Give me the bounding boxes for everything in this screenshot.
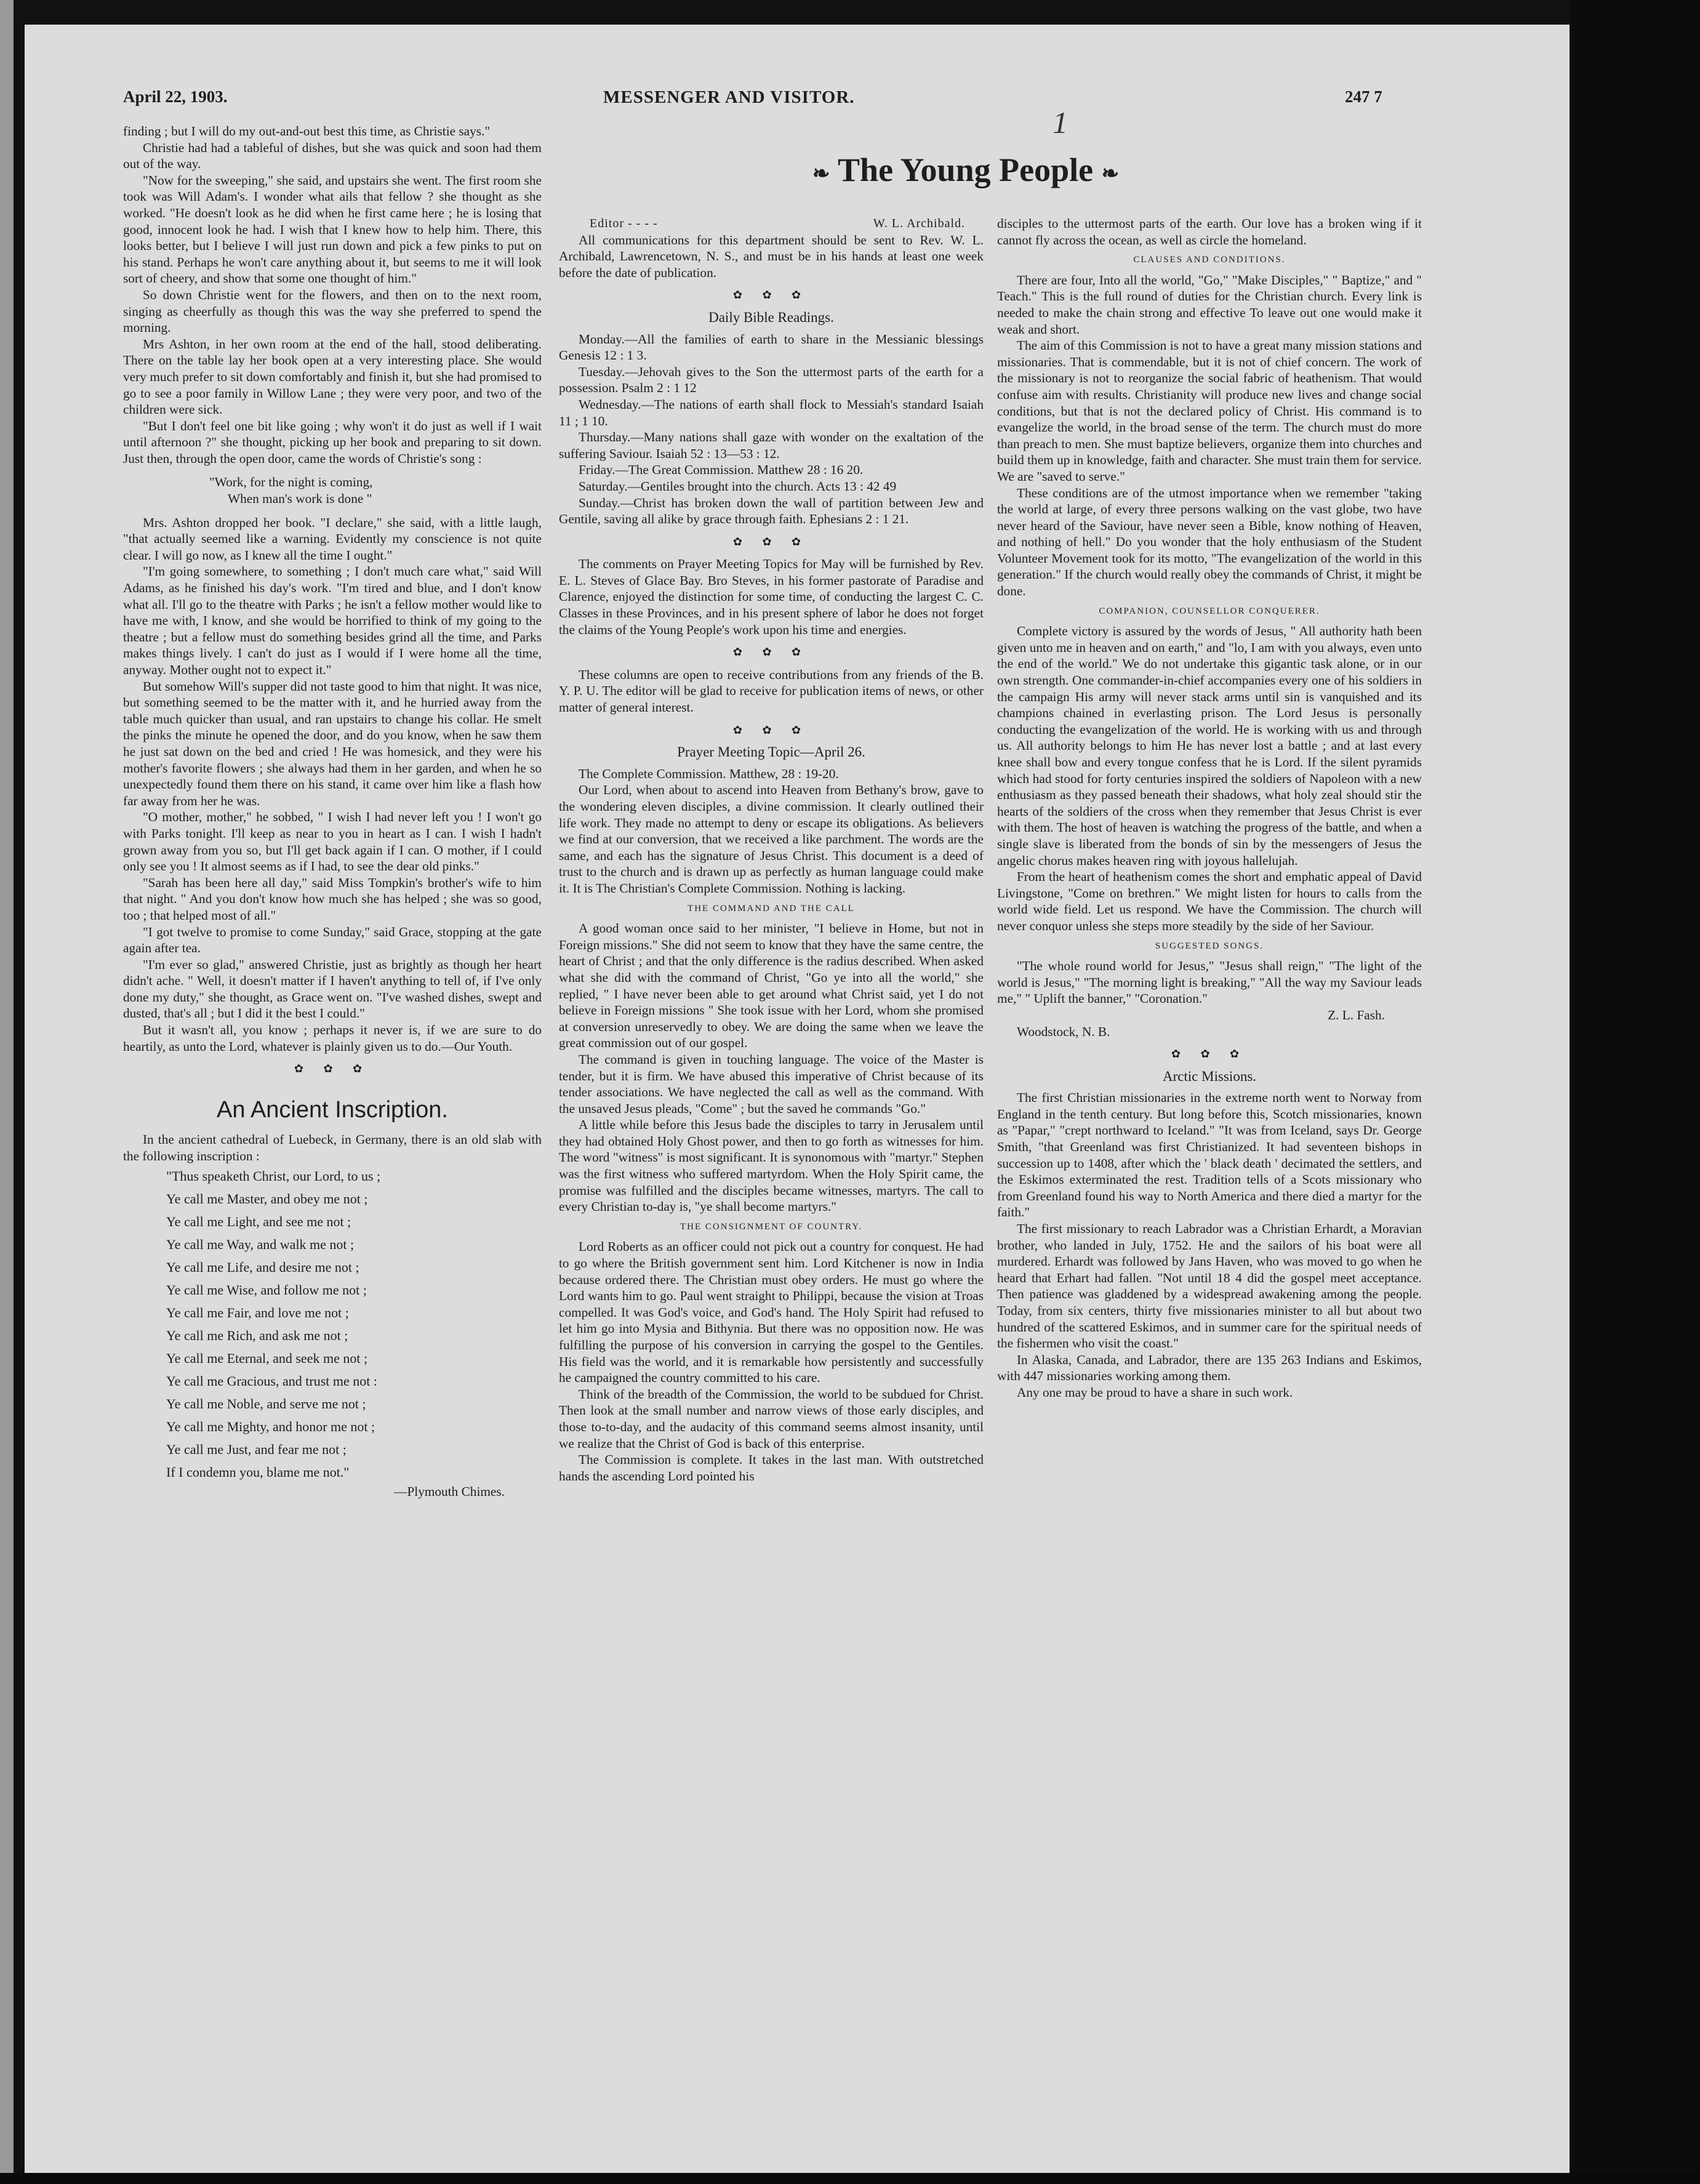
page-number: 247 7: [1345, 87, 1382, 106]
paragraph: A little while before this Jesus bade the disciples to tarry in Jerusalem until they had obtained Holy Ghost power, and then to go forth as witnesses for him. The word "witness" is most significant. It is synonomous with "martyr." Stephen was the first witness who suffered martyrdom. When the Holy Spirit came, the promise was fulfilled and the disciples became witnesses, martyrs. The call to every Christian to-day is, "ye shall become martyrs.": [559, 1117, 984, 1214]
separator-ornament: ✿ ✿ ✿: [732, 646, 810, 659]
inscription-line: Ye call me Rich, and ask me not ;: [166, 1327, 348, 1343]
inscription-line: Ye call me Wise, and follow me not ;: [166, 1282, 367, 1298]
publication-title: MESSENGER AND VISITOR.: [603, 87, 855, 107]
paragraph: There are four, Into all the world, "Go," "Make Disciples," " Baptize," and " Teach." This is the full round of duties for the Christian church. Every link is needed to make the chain strong and effective To leave out one would make it weak and short.: [997, 272, 1422, 337]
paragraph: These conditions are of the utmost importance when we remember "taking the world at large, of every three persons walking on the vast globe, two have never heard of the Saviour, have never seen a Bible, know nothing of Heaven, and nothing of hell." Do you wonder that the holy enthusiasm of the Student Volunteer Movement took for its motto, "The evangelization of the world in this generation." If the church would really obey the commands of Christ, it might be done.: [997, 485, 1422, 599]
paragraph: But it wasn't all, you know ; perhaps it never is, if we are sure to do heartily, as unto the Lord, whatever is plainly given us to do.—Our Youth.: [123, 1022, 542, 1054]
subheading: COMPANION, COUNSELLOR CONQUERER.: [1099, 606, 1320, 616]
separator-ornament: ✿ ✿ ✿: [294, 1062, 371, 1075]
paragraph: "But I don't feel one bit like going ; why won't it do just as well if I wait until afternoon ?" she thought, picking up her book and preparing to sit down. Just then, through the open door, came the words of Christie's song :: [123, 418, 542, 466]
author-signature: Z. L. Fash.: [1328, 1007, 1385, 1022]
separator-ornament: ✿ ✿ ✿: [1171, 1048, 1248, 1061]
reading-item: Sunday.—Christ has broken down the wall of partition between Jew and Gentile, saving all alike by grace through faith. Ephesians 2 : 1 21.: [559, 495, 984, 527]
reading-item: Saturday.—Gentiles brought into the church. Acts 13 : 42 49: [578, 478, 897, 494]
paragraph: "O mother, mother," he sobbed, " I wish I had never left you ! I won't go with Parks tonight. I'll keep as near to you in heart as I can. I wish I hadn't grown away from you so, but I'll get back again if I can. O mother, if I could only see you ! It almost seems as if I had, to see the dear old pinks.": [123, 809, 542, 874]
reading-item: Tuesday.—Jehovah gives to the Son the uttermost parts of the earth for a possession. Psalm 2 : 1 12: [559, 364, 984, 396]
paragraph: From the heart of heathenism comes the short and emphatic appeal of David Livingstone, "Come on brethren." We might listen for hours to calls from the world wide field. Let us respond. We have the Commission. The church will never conquor unless she steps more steadily by the side of her Saviour.: [997, 869, 1422, 933]
paragraph: disciples to the uttermost parts of the earth. Our love has a broken wing if it cannot fly across the ocean, as well as circle the homeland.: [997, 216, 1422, 247]
subheading: THE COMMAND AND THE CALL: [688, 903, 855, 913]
source-attribution: —Plymouth Chimes.: [394, 1483, 505, 1499]
inscription-line: Ye call me Light, and see me not ;: [166, 1213, 351, 1229]
reading-item: Monday.—All the families of earth to share in the Messianic blessings Genesis 12 : 1 3.: [559, 331, 984, 363]
paragraph: "I'm ever so glad," answered Christie, just as brightly as though her heart didn't ache. " Well, it doesn't matter if I haven't anything to tell of, if I've only done my duty," she thought, as Grace went on. "I've washed dishes, swept and dusted, that's all ; but I did it the best I could.": [123, 957, 542, 1021]
inscription: [123, 1165, 542, 1483]
article-title: An Ancient Inscription.: [217, 1096, 448, 1123]
paragraph: Mrs. Ashton dropped her book. "I declare," she said, with a little laugh, "that actually seemed like a warning. Evidently my conscience is not quite clear. I will go now, as I knew all the time I ought.": [123, 515, 542, 563]
inscription-line: Ye call me Mighty, and honor me not ;: [166, 1418, 375, 1434]
inscription-line: If I condemn you, blame me not.": [166, 1464, 350, 1480]
inscription-line: Ye call me Fair, and love me not ;: [166, 1304, 349, 1320]
paragraph: "Sarah has been here all day," said Miss Tompkin's brother's wife to him that night. " And you don't know how much she has helped ; she was so good, too ; that helped most of all.": [123, 875, 542, 923]
place-line: Woodstock, N. B.: [1016, 1024, 1110, 1039]
paragraph: finding ; but I will do my out-and-out best this time, as Christie says.": [123, 124, 491, 139]
paragraph: The Commission is complete. It takes in the last man. With outstretched hands the ascending Lord pointed his: [559, 1452, 984, 1483]
paragraph: Any one may be proud to have a share in such work.: [1016, 1384, 1293, 1400]
paragraph: The command is given in touching language. The voice of the Master is tender, but it is firm. We have abused this imperative of Christ because of its tender associations. We have neglected the call as well as the command. With the unsaved Jesus pleads, "Come" ; but the saved he commands "Go.": [559, 1051, 984, 1116]
section-title-young-people: [812, 151, 1119, 189]
subheading: CLAUSES AND CONDITIONS.: [1133, 255, 1286, 265]
reading-item: Wednesday.—The nations of earth shall flock to Messiah's standard Isaiah 11 ; 1 10.: [559, 396, 984, 428]
section-title-text: The Young People: [838, 151, 1094, 188]
paragraph: "Now for the sweeping," she said, and upstairs she went. The first room she took was Will Adam's. I wonder what ails that fellow ? she thought as she worked. "He doesn't look as he did when he first came here ; he is losing that good, innocent look he had. I wish that I knew how to help him. There, this looks better, but I believe I will just run down and pick a few pinks to put on his stand. Perhaps he won't care anything about it, but seems to me it will look sort of cheery, and show that some one thought of him.": [123, 172, 542, 286]
readings-title: Daily Bible Readings.: [708, 309, 834, 325]
paragraph: Think of the breadth of the Commission, the world to be subdued for Christ. Then look at the small number and narrow views of those early disciples, and those to-to-day, and the audacity of this command seems almost insanity, until we realize that the Christ of God is back of this enterprise.: [559, 1386, 984, 1451]
paragraph: A good woman once said to her minister, "I believe in Home, but not in Foreign missions." She did not seem to know that they have the same centre, the heart of Christ ; and that the only difference is the radius described. When asked what she did with the command of Christ, "Go ye into all the world," she replied, " I have never been able to get around what Christ said, yet I do not believe in Foreign missions " She took issue with her Lord, whom she promised at conversion unreservedly to obey. We are doing the same when we leave the great commission out of our gospel.: [559, 921, 984, 1051]
paragraph: Christie had had a tableful of dishes, but she was quick and soon had them out of the way.: [123, 140, 542, 172]
paragraph: The comments on Prayer Meeting Topics for May will be furnished by Rev. E. L. Steves of Glace Bay. Bro Steves, in his former pastorate of Paradise and Clarence, enjoyed the distinction for some time, of conducting the largest C. C. Classes in these Provinces, and in his present sphere of labor he does not forget the claims of the Young People's work upon his time and energies.: [559, 556, 984, 637]
separator-ornament: ✿ ✿ ✿: [732, 289, 810, 302]
editor-label: Editor - - - -: [590, 217, 658, 230]
inscription-line: Ye call me Life, and desire me not ;: [166, 1259, 359, 1275]
paragraph: These columns are open to receive contributions from any friends of the B. Y. P. U. The editor will be glad to receive for publication items of news, or other matter of general interest.: [559, 667, 984, 715]
column-middle: [559, 215, 984, 1484]
issue-date: April 22, 1903.: [123, 87, 228, 106]
separator-ornament: ✿ ✿ ✿: [732, 723, 810, 736]
paragraph: The aim of this Commission is not to have a great many mission stations and missionaries. That is commendable, but it is not of chief concern. The work of the missionary is not to reorganize the social fabric of heathenism. That would confuse aim with results. Christianity will produce new lives and change social conditions, but that is not the declared policy of Christ. His command is to evangelize the world, in the broad sense of the term. The church must do more than preach to men. She must baptize believers, organize them into churches and build them up in knowledge, faith and character. She must train them for service. We are "saved to serve.": [997, 338, 1422, 484]
song-quote: [123, 474, 542, 507]
paragraph: "I'm going somewhere, to something ; I don't much care what," said Will Adams, as he finished his day's work. "I'm tired and blue, and I don't know what all. I'll go to the theatre with Parks ; he isn't a fellow mother would like to have me with, I know, and she would be horrified to think of my going to the theatre ; but a fellow must do something besides grind all the time, and Parks makes things lively. I can't do just as I would if I were home all the time, anyway. Mother ought not to expect it.": [123, 564, 542, 677]
reading-item: Thursday.—Many nations shall gaze with wonder on the exaltation of the suffering Saviour. Isaiah 52 : 13—53 : 12.: [559, 430, 984, 461]
leaf-ornament-icon: ❧: [1101, 162, 1120, 185]
paragraph: In the ancient cathedral of Luebeck, in Germany, there is an old slab with the following inscription :: [123, 1132, 542, 1164]
paragraph: Mrs Ashton, in her own room at the end of the hall, stood deliberating. There on the table lay her book open at a very interesting place. She would very much prefer to sit down comfortably and finish it, but she had promised to go to see a poor family in Willow Lane ; they were very poor, and two of the children were sick.: [123, 336, 542, 417]
paragraph: "I got twelve to promise to come Sunday," said Grace, stopping at the gate again after tea.: [123, 924, 542, 956]
paragraph: All communications for this department should be sent to Rev. W. L. Archibald, Lawrencetown, N. S., and must be in his hands at least one week before the date of publication.: [559, 232, 984, 280]
column-right: [997, 215, 1422, 1401]
paragraph: So down Christie went for the flowers, and then on to the next room, singing as cheerfully as though this was the way she preferred to spend the morning.: [123, 287, 542, 335]
song-line: When man's work is done ": [228, 491, 372, 507]
subheading: THE CONSIGNMENT OF COUNTRY.: [680, 1221, 862, 1232]
inscription-line: Ye call me Noble, and serve me not ;: [166, 1395, 366, 1411]
inscription-line: Ye call me Master, and obey me not ;: [166, 1190, 368, 1206]
subheading: SUGGESTED SONGS.: [1155, 941, 1264, 951]
separator-ornament: ✿ ✿ ✿: [732, 535, 810, 548]
inscription-line: Ye call me Gracious, and trust me not :: [166, 1373, 377, 1389]
margin-pencil-mark: 1: [1052, 105, 1068, 140]
paragraph: Complete victory is assured by the words of Jesus, " All authority hath been given unto me in heaven and on earth," and "lo, I am with you always, even unto the end of the world." We do not undertake this gigantic task alone, or in our own strength. One commander-in-chief accompanies every one of his soldiers in the campaign His army will never stack arms until sin is vanquished and its champions chained in everlasting prison. The Lord Jesus is personally conducting the evangelization of the world. He is working with us and through us. All authority belongs to him He has never lost a battle ; and at last every knee shall bow and every tongue confess that he is Lord. If the silent pyramids which had stood for forty centuries inspired the soldiers of Napoleon with a new enthusiasm as they passed beneath their shadows, what holy zeal should stir the hearts of the soldiers of the cross when they remember that Jesus Christ is ever with them. The host of heaven is watching the progress of the battle, and when a single slave is liberated from the bonds of sin by the messengers of Jesus the angelic chorus makes heaven ring with joyous hallelujah.: [997, 624, 1422, 868]
inscription-line: Ye call me Eternal, and seek me not ;: [166, 1350, 368, 1366]
editor-line: [559, 215, 984, 232]
paragraph: Lord Roberts as an officer could not pick out a country for conquest. He had to go where the British government sent him. Lord Kitchener is now in India because ordered there. The Christian must obey orders. He must go where the Lord wants him to go. Paul went straight to Philippi, because the vision at Troas compelled. It was God's voice, and God's hand. The Holy Spirit had refused to let him go into Mysia and Bithynia. But there was no opposition now. He was fulfilling the purpose of his conversion in carrying the gospel to the Gentiles. His field was the world, and it is remarkable how persistently and successfully he campaigned the country committed to his care.: [559, 1239, 984, 1386]
inscription-line: Ye call me Way, and walk me not ;: [166, 1236, 355, 1252]
paragraph: The first missionary to reach Labrador was a Christian Erhardt, a Moravian brother, who landed in July, 1752. He and the sailors of his boat were all murdered. Erhardt was followed by Jans Haven, who was moved to go when he heard that Erhart had fallen. "Not until 18 4 did the gospel meet acceptance. Then patience was gladdened by a widespread awakening among the people. Today, from six centers, thirty five missionaries minister to all but about two hundred of the scattered Eskimos, and in summer care for the spiritual needs of the fishermen who visit the coast.": [997, 1221, 1422, 1351]
page-edge-left: [0, 0, 14, 2184]
song-line: "Work, for the night is coming,: [209, 475, 373, 490]
topic-subtitle: The Complete Commission. Matthew, 28 : 19-20.: [578, 766, 839, 781]
paragraph: In Alaska, Canada, and Labrador, there are 135 263 Indians and Eskimos, with 447 missionaries working among them.: [997, 1352, 1422, 1384]
leaf-ornament-icon: ❧: [812, 162, 830, 185]
paragraph: The first Christian missionaries in the extreme north went to Norway from England in the tenth century. But long before this, Scotch missionaries, known as "Papar," "crept northward to Iceland." "It was from Iceland, says Dr. George Smith, "that Greenland was first Christianized. It had seventeen bishops in succession up to 1408, after which the ' black death ' decimated the settlers, and the Eskimos exterminated the rest. Tradition tells of a Scots missionary who from Greenland found his way to North America and there died a martyr for the faith.": [997, 1090, 1422, 1220]
paragraph: Our Lord, when about to ascend into Heaven from Bethany's brow, gave to the wondering eleven disciples, a divine commission. It clearly outlined their life work. They made no attempt to deny or escape its obligations. As believers we find at our conversion, that we received a like parchment. The words are the same, and each has the signature of Jesus Christ. This document is a deed of trust to the church and is drawn up as perfectly as human language could make it. It is The Christian's Complete Commission. Nothing is lacking.: [559, 782, 984, 896]
topic-title: Prayer Meeting Topic—April 26.: [677, 744, 865, 760]
article-title: Arctic Missions.: [1162, 1068, 1257, 1084]
reading-item: Friday.—The Great Commission. Matthew 28 : 16 20.: [578, 462, 864, 478]
paragraph: "The whole round world for Jesus," "Jesus shall reign," "The light of the world is Jesus," "The morning light is breaking," "All the way my Saviour leads me," " Uplift the banner," "Coronation.": [997, 958, 1422, 1006]
editor-name: W. L. Archibald.: [873, 217, 965, 230]
scan-border-right: [1570, 0, 1700, 2184]
scan-border-bottom: [0, 2173, 1700, 2184]
inscription-line: "Thus speaketh Christ, our Lord, to us ;: [166, 1168, 381, 1184]
column-left: [123, 123, 542, 1499]
inscription-line: Ye call me Just, and fear me not ;: [166, 1441, 347, 1457]
paragraph: But somehow Will's supper did not taste good to him that night. It was nice, but something seemed to be the matter with it, and he hurried away from the table much quicker than usual, and ran upstairs to change his collar. He smelt the pinks the minute he opened the door, and do you know, when he saw them he just sat down on the bed and cried ! He was homesick, and they were his mother's favorite flowers ; she always had them in her garden, and when he so unexpectedly found them there on his stand, it came over him like a flash how far away from her he was.: [123, 678, 542, 808]
